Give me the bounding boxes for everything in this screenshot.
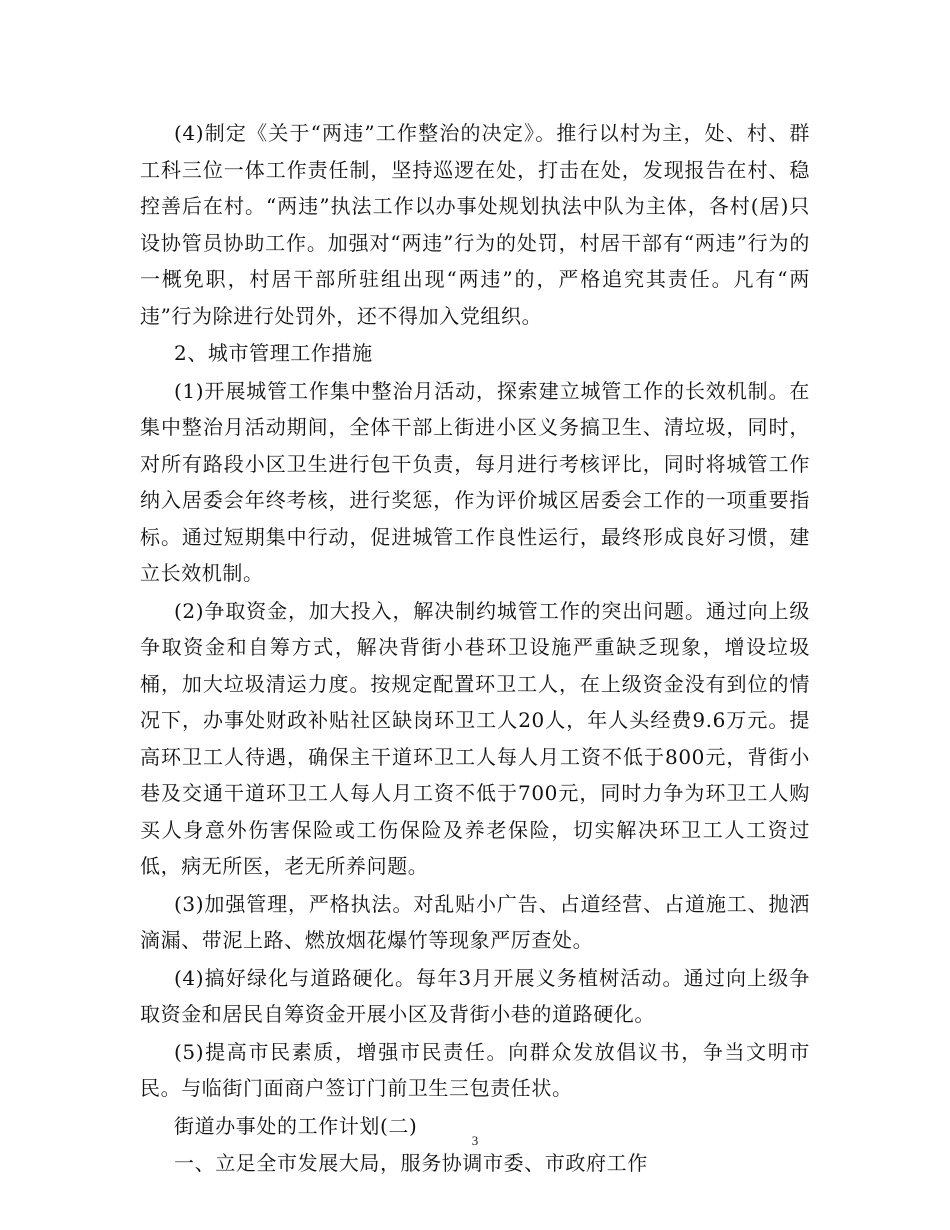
paragraph-centralized-rectification: (1)开展城管工作集中整治月活动，探索建立城管工作的长效机制。在集中整治月活动期间，全体干部上街进小区义务搞卫生、清垃圾，同时，对所有路段小区卫生进行包干负责，每月进行考核评比，同时将城管工作纳入居委会年终考核，进行奖惩，作为评价城区居委会工作的一项重要指标。通过短期集中行动，促进城管工作良性运行，最终形成良好习惯，建立长效机制。	[140, 378, 810, 585]
paragraph-two-violations-decision: (4)制定《关于“两违”工作整治的决定》。推行以村为主，处、村、群工科三位一体工作责任制，坚持巡逻在处，打击在处，发现报告在村、稳控善后在村。“两违”执法工作以办事处规划执法中队为主体，各村(居)只设协管员协助工作。加强对“两违”行为的处罚，村居干部有“两违”行为的一概免职，村居干部所驻组出现“两违”的，严格追究其责任。凡有“两违”行为除进行处罚外，还不得加入党组织。	[140, 121, 810, 328]
paragraph-greening-road-hardening: (4)搞好绿化与道路硬化。每年3月开展义务植树活动。通过向上级争取资金和居民自筹资金开展小区及背街小巷的道路硬化。	[140, 965, 810, 1026]
paragraph-funding-investment: (2)争取资金，加大投入，解决制约城管工作的突出问题。通过向上级争取资金和自筹方式，解决背街小巷环卫设施严重缺乏现象，增设垃圾桶，加大垃圾清运力度。按规定配置环卫工人，在上级资金没有到位的情况下，办事处财政补贴社区缺岗环卫工人20人，年人头经费9.6万元。提高环卫工人待遇，确保主干道环卫工人每人月工资不低于800元，背街小巷及交通干道环卫工人每人月工资不低于700元，同时力争为环卫工人购买人身意外伤害保险或工伤保险及养老保险，切实解决环卫工人工资过低，病无所医，老无所养问题。	[140, 598, 810, 878]
heading-serve-city-development: 一、立足全市发展大局，服务协调市委、市政府工作	[174, 1151, 648, 1175]
section-title-work-plan-two: 街道办事处的工作计划(二)	[174, 1113, 418, 1138]
paragraph-strict-enforcement: (3)加强管理，严格执法。对乱贴小广告、占道经营、占道施工、抛洒滴漏、带泥上路、燃放烟花爆竹等现象严厉查处。	[140, 891, 810, 952]
document-body	[140, 115, 810, 1183]
heading-urban-management-measures: 2、城市管理工作措施	[174, 341, 373, 365]
page-number: 3	[471, 1133, 479, 1148]
paragraph-citizen-quality: (5)提高市民素质，增强市民责任。向群众发放倡议书，争当文明市民。与临街门面商户签订门前卫生三包责任状。	[140, 1039, 810, 1100]
